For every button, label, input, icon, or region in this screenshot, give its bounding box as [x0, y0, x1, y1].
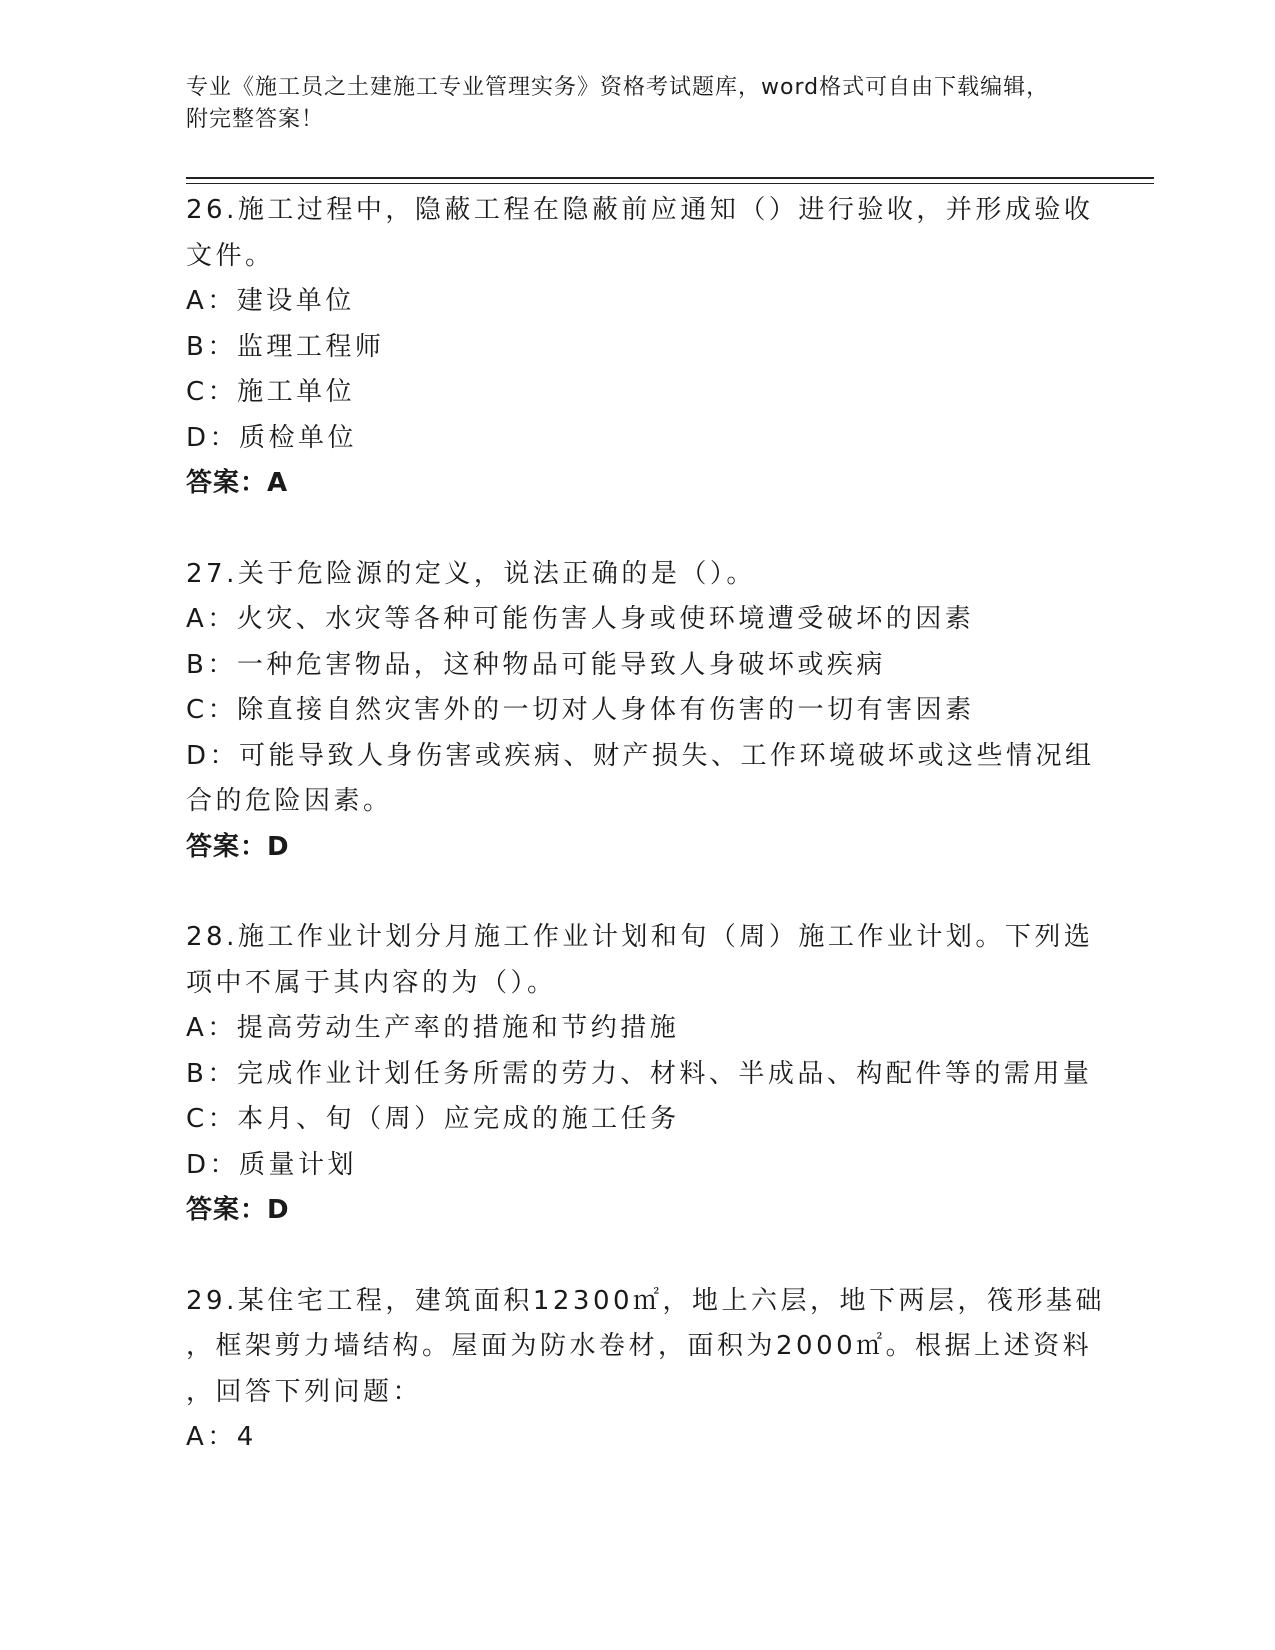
option-c: C：除直接自然灾害外的一切对人身体有伤害的一切有害因素: [186, 695, 975, 725]
option-c: C：本月、旬（周）应完成的施工任务: [186, 1104, 680, 1134]
option-d-continued: 合的危险因素。: [186, 786, 393, 816]
spacer: [186, 870, 1066, 915]
question-stem: 29.某住宅工程，建筑面积12300㎡，地上六层，地下两层，筏形基础: [186, 1285, 1106, 1316]
option-b: B：一种危害物品，这种物品可能导致人身破坏或疾病: [186, 649, 886, 680]
header-rule-thin: [186, 183, 1154, 184]
option-d: D：可能导致人身伤害或疾病、财产损失、工作环境破坏或这些情况组: [186, 740, 1095, 771]
question-stem: 文件。: [186, 240, 275, 271]
option-a: A：建设单位: [186, 286, 355, 316]
option-a: A：4: [186, 1422, 257, 1452]
question-stem: 28.施工作业计划分月施工作业计划和旬（周）施工作业计划。下列选: [186, 922, 1094, 952]
question-27: [186, 552, 1095, 871]
option-b: B：监理工程师: [186, 331, 385, 362]
header-rule-thick: [186, 177, 1154, 179]
question-26: [186, 188, 1094, 507]
question-28: [186, 915, 1094, 1234]
question-stem: 27.关于危险源的定义，说法正确的是（）。: [186, 558, 756, 589]
question-stem: ，回答下列问题：: [186, 1376, 423, 1407]
answer: 答案：A: [186, 468, 289, 498]
option-c: C：施工单位: [186, 377, 356, 407]
answer: 答案：D: [186, 831, 290, 862]
document-header: 专业《施工员之土建施工专业管理实务》资格考试题库，word格式可自由下载编辑，附完整答案！: [186, 75, 1050, 132]
question-stem: 项中不属于其内容的为（）。: [186, 967, 557, 998]
option-d: D：质量计划: [186, 1149, 358, 1180]
spacer: [186, 507, 1066, 552]
option-a: A：提高劳动生产率的措施和节约措施: [186, 1013, 680, 1043]
question-stem: ，框架剪力墙结构。屋面为防水卷材，面积为2000㎡。根据上述资料: [186, 1331, 1093, 1361]
option-b: B：完成作业计划任务所需的劳力、材料、半成品、构配件等的需用量: [186, 1058, 1093, 1089]
question-29: [186, 1279, 1106, 1461]
spacer: [186, 1234, 1066, 1279]
answer: 答案：D: [186, 1195, 290, 1225]
option-d: D：质检单位: [186, 422, 358, 453]
question-list: [186, 188, 1106, 1461]
question-stem: 26.施工过程中，隐蔽工程在隐蔽前应通知（）进行验收，并形成验收: [186, 195, 1094, 225]
option-a: A：火灾、水灾等各种可能伤害人身或使环境遭受破坏的因素: [186, 604, 975, 634]
